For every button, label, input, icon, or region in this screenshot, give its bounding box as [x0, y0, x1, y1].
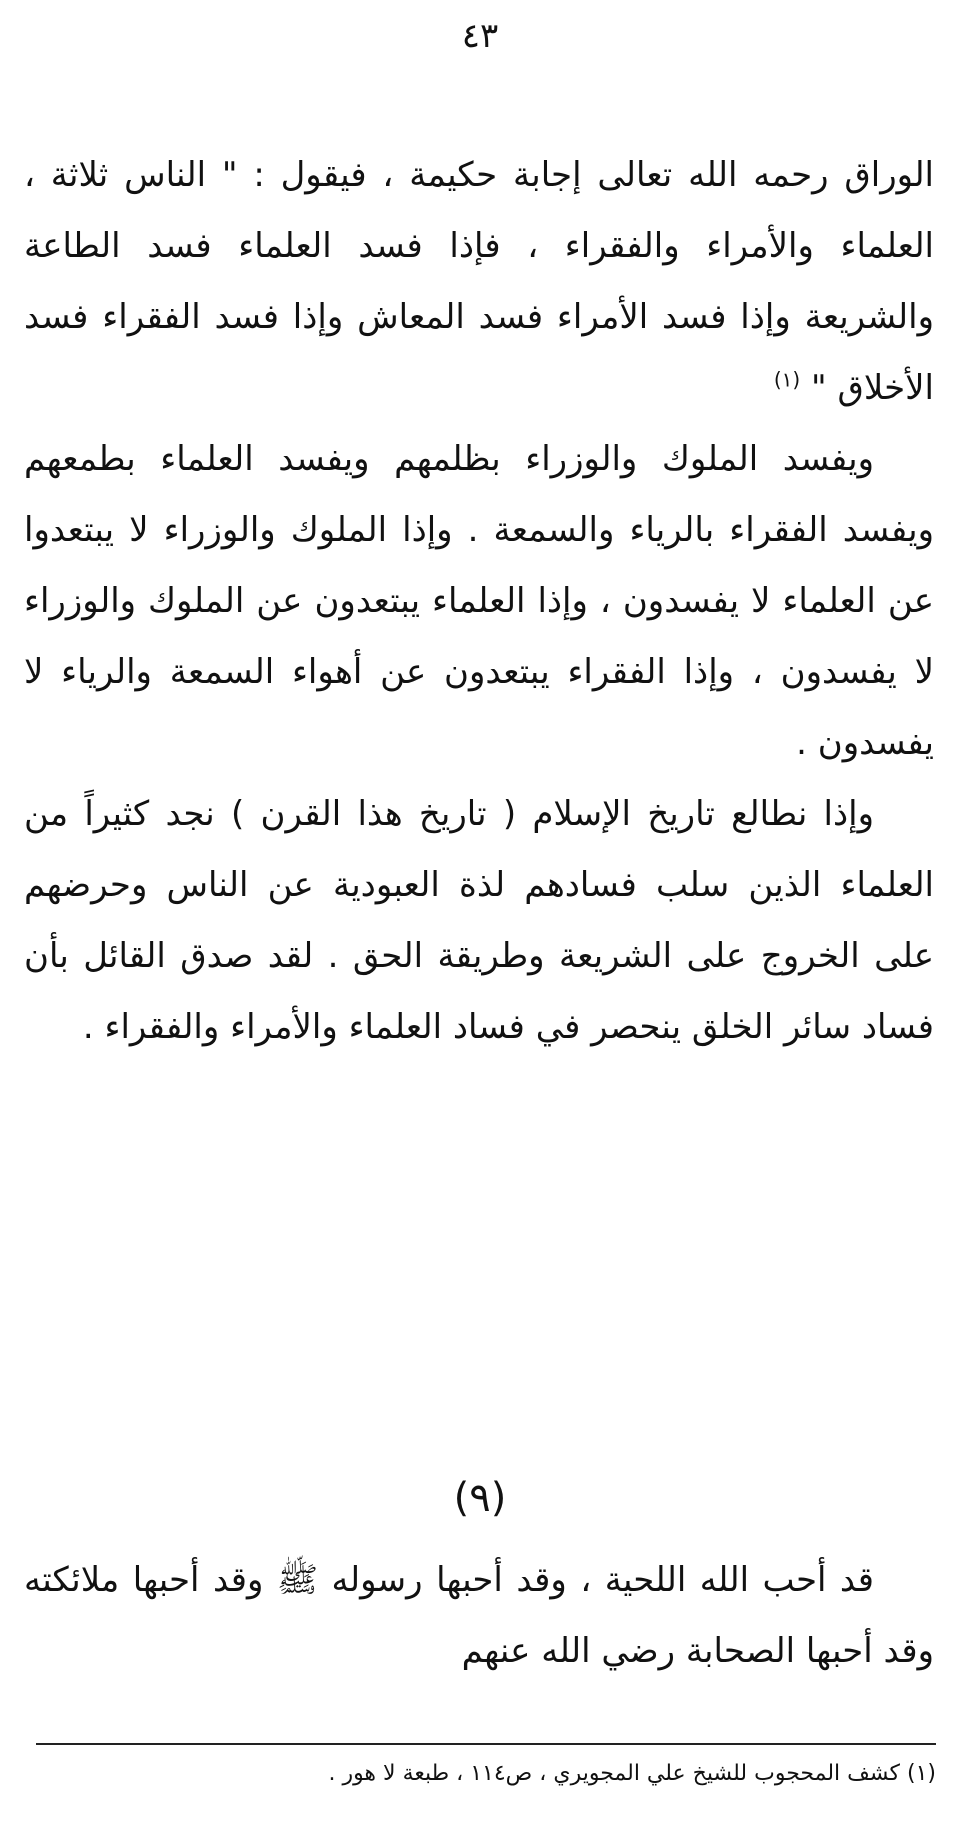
section-paragraph: قد أحب الله اللحية ، وقد أحبها رسوله ﷺ وقد أحبها ملائكته وقد أحبها الصحابة رضي الله عنهم [24, 1560, 934, 1671]
page-number: ٤٣ [461, 16, 499, 56]
footnote-divider [36, 1743, 936, 1745]
paragraph-quote [24, 140, 934, 424]
footnote: (١) كشف المحجوب للشيخ علي المجويري ، ص١١٤ ، طبعة لا هور . [328, 1761, 936, 1786]
footnote-reference: (١) [773, 367, 801, 392]
paragraph-quote-text: الوراق رحمه الله تعالى إجابة حكيمة ، فيقول : " الناس ثلاثة ، العلماء والأمراء والفقراء ، فإذا فسد العلماء فسد الطاعة والشريعة وإذا فسد الأمراء فسد المعاش وإذا فسد الفقراء فسد الأخلاق " [24, 155, 934, 408]
section-heading: (٩) [453, 1475, 507, 1521]
paragraph-history: وإذا نطالع تاريخ الإسلام ( تاريخ هذا القرن ) نجد كثيراً من العلماء الذين سلب فسادهم لذة العبودية عن الناس وحرضهم على الخروج على الشريعة وطريقة الحق . لقد صدق القائل بأن فساد سائر الخلق ينحصر في فساد العلماء والأمراء والفقراء . [24, 794, 934, 1047]
paragraph-corruption: ويفسد الملوك والوزراء بظلمهم ويفسد العلماء بطمعهم ويفسد الفقراء بالرياء والسمعة . وإذا الملوك والوزراء لا يبتعدوا عن العلماء لا يفسدون ، وإذا العلماء يبتعدون عن الملوك والوزراء لا يفسدون ، وإذا الفقراء يبتعدون عن أهواء السمعة والرياء لا يفسدون . [24, 439, 934, 763]
body-text [24, 140, 934, 1063]
